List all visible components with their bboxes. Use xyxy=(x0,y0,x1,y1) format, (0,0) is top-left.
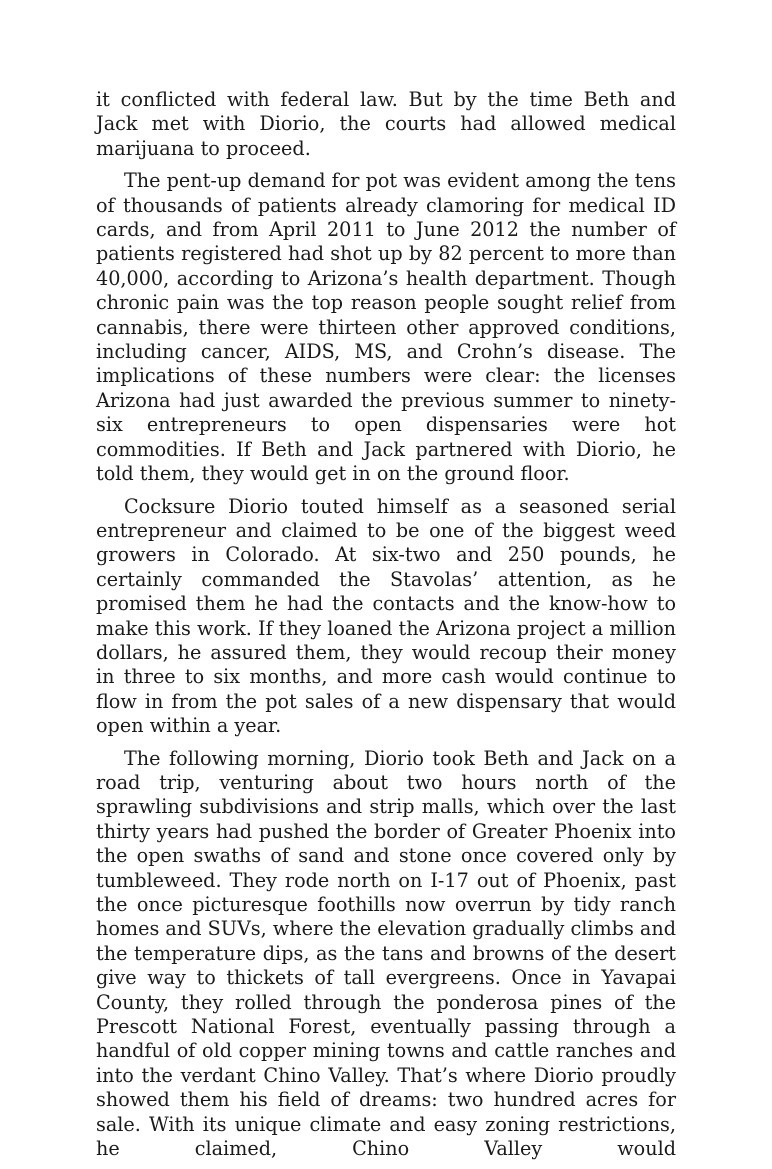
paragraph-road-trip: The following morning, Diorio took Beth and Jack on a road trip, venturing about two hours north of the sprawling subdivisions and strip malls, which over the last thirty years had pushed the border of Greater Phoenix into the open swaths of sand and stone once covered only by tumbleweed. They rode north on I-17 out of Phoenix, past the once picturesque foothills now overrun by tidy ranch homes and SUVs, where the elevation gradually climbs and the temperature dips, as the tans and browns of the desert give way to thickets of tall evergreens. Once in Yavapai County, they rolled through the ponderosa pines of the Prescott National Forest, eventually passing through a handful of old copper mining towns and cattle ranches and into the verdant Chino Valley. That’s where Diorio proudly showed them his field of dreams: two hundred acres for sale. With its unique climate and easy zoning restrictions, he claimed, Chino Valley would xyxy=(96,746,676,1161)
paragraph-demand: The pent-up demand for pot was evident among the tens of thousands of patients already clamoring for medical ID cards, and from April 2011 to June 2012 the number of patients registered had shot up by 82 percent to more than 40,000, according to Arizona’s health department. Though chronic pain was the top reason people sought relief from cannabis, there were thirteen other approved conditions, including cancer, AIDS, MS, and Crohn’s disease. The implications of these numbers were clear: the licenses Arizona had just awarded the previous summer to ninety-six entrepreneurs to open dispensaries were hot commodities. If Beth and Jack partnered with Diorio, he told them, they would get in on the ground floor. xyxy=(96,169,676,486)
paragraph-diorio: Cocksure Diorio touted himself as a seasoned serial entrepreneur and claimed to be one of the biggest weed growers in Colorado. At six-two and 250 pounds, he certainly commanded the Stavolas’ attention, as he promised them he had the contacts and the know-how to make this work. If they loaned the Arizona project a million dollars, he assured them, they would recoup their money in three to six months, and more cash would continue to flow in from the pot sales of a new dispensary that would open within a year. xyxy=(96,494,676,738)
book-page xyxy=(96,88,676,1169)
paragraph-continuation: it conflicted with federal law. But by the time Beth and Jack met with Diorio, the courts had allowed medical marijuana to proceed. xyxy=(96,88,676,160)
